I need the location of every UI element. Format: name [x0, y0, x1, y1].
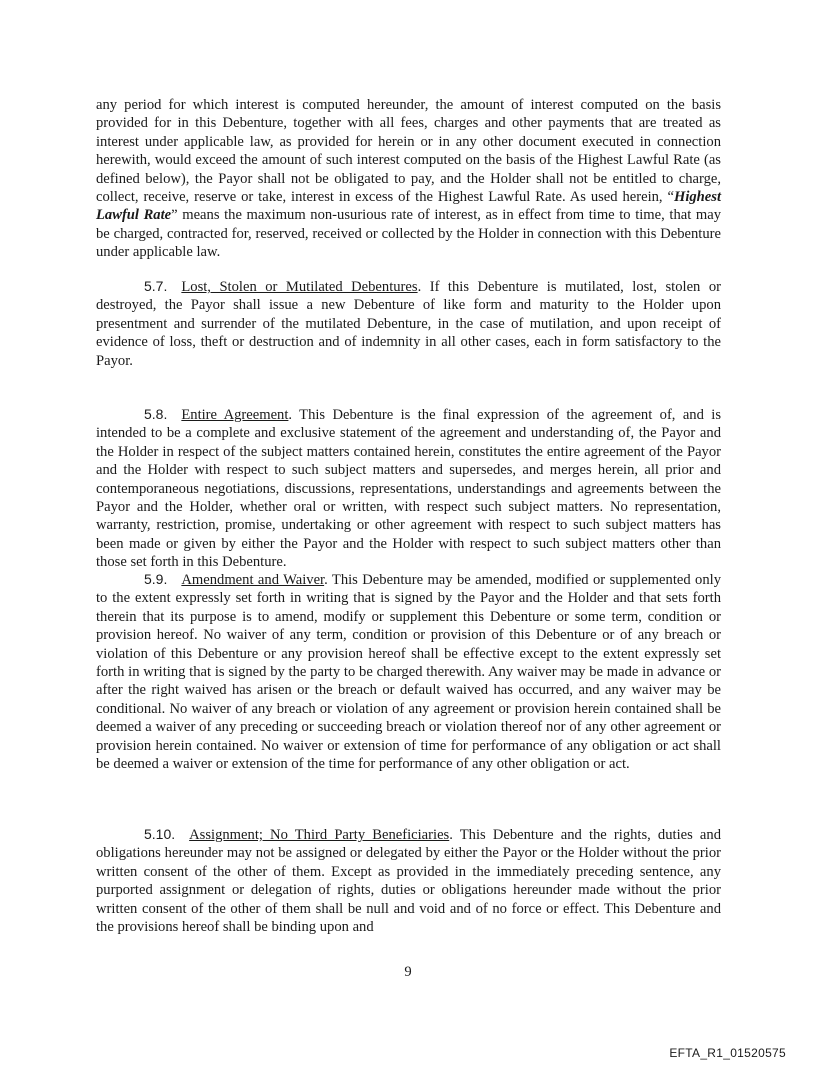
continuation-text-before: any period for which interest is computed hereunder, the amount of interest computed on the basis provided for in this Debenture, together with all fees, charges and other payments that are treated as interest under applicable law, as provided for herein or in any other document executed in connection herewith, would exceed the amount of such interest computed on the basis of the Highest Lawful Rate (as defined below), the Payor shall not be obligated to pay, and the Holder shall not be entitled to charge, collect, receive, reserve or take, interest in excess of the Highest Lawful Rate. As used herein, “ — [96, 97, 721, 206]
continuation-paragraph — [96, 96, 721, 262]
section-5-10 — [96, 825, 721, 936]
continuation-text-after: ” means the maximum non-usurious rate of interest, as in effect from time to time, that may be charged, contracted for, reserved, received or collected by the Holder in connection with this Debenture under applicable law. — [96, 207, 721, 261]
section-5-9 — [96, 570, 721, 773]
section-number: 5.10. — [144, 826, 176, 842]
defined-term: Highest Lawful Rate — [96, 189, 721, 224]
section-title: Lost, Stolen or Mutilated Debentures — [181, 279, 418, 295]
section-body: . This Debenture may be amended, modified or supplemented only to the extent expressly set forth in writing that is signed by the Payor and the Holder and that sets forth therein that its purpose is to amend, modify or supplement this Debenture or some term, condition or provision hereof. No waiver of any term, condition or provision of this Debenture or of any breach or violation of this Debenture or any provision hereof shall be effective except to the extent expressly set forth in writing that is signed by the party to be charged therewith. Any waiver may be made in advance or after the right waived has arisen or the breach or default waived has occurred, and any waiver may be conditional. No waiver of any breach or violation of any agreement or provision herein contained shall be deemed a waiver of any preceding or succeeding breach or violation thereof nor of any other agreement or provision herein contained. No waiver or extension of time for performance of any obligation or act shall be deemed a waiver or extension of the time for performance of any other obligation or act. — [96, 572, 721, 773]
section-body: . This Debenture is the final expression of the agreement of, and is intended to be a complete and exclusive statement of the agreement and understanding of, the Payor and the Holder in respect of the subject matters contained herein, constitutes the entire agreement of the Payor and the Holder with respect to such subject matters and supersedes, and merges herein, all prior and contemporaneous negotiations, discussions, representations, understandings and agreements between the Payor and the Holder, whether oral or written, with respect such subject matters. No representation, warranty, restriction, promise, undertaking or other agreement with respect to such subject matters has been made or given by either the Payor and the Holder with respect to such subject matters other than those set forth in this Debenture. — [96, 407, 721, 571]
section-title: Assignment; No Third Party Beneficiaries — [189, 827, 450, 843]
section-title: Amendment and Waiver — [181, 572, 325, 588]
section-title: Entire Agreement — [181, 407, 289, 423]
section-number: 5.7. — [144, 278, 168, 294]
section-5-8 — [96, 405, 721, 572]
section-number: 5.8. — [144, 406, 168, 422]
section-number: 5.9. — [144, 571, 168, 587]
document-id: EFTA_R1_01520575 — [669, 1046, 786, 1060]
page-number: 9 — [404, 964, 412, 980]
section-body: . If this Debenture is mutilated, lost, stolen or destroyed, the Payor shall issue a new Debenture of like form and maturity to the Holder upon presentment and surrender of the mutilated Debenture, in the case of mutilation, and upon receipt of evidence of loss, theft or destruction and of indemnity in all other cases, each in form satisfactory to the Payor. — [96, 279, 721, 369]
section-body: . This Debenture and the rights, duties and obligations hereunder may not be assigned or delegated by either the Payor or the Holder without the prior written consent of the other of them. Except as provided in the immediately preceding sentence, any purported assignment or delegation of rights, duties or obligations hereunder made without the prior written consent of the other of them shall be null and void and of no force or effect. This Debenture and the provisions hereof shall be binding upon and — [96, 827, 721, 936]
section-5-7 — [96, 277, 721, 370]
